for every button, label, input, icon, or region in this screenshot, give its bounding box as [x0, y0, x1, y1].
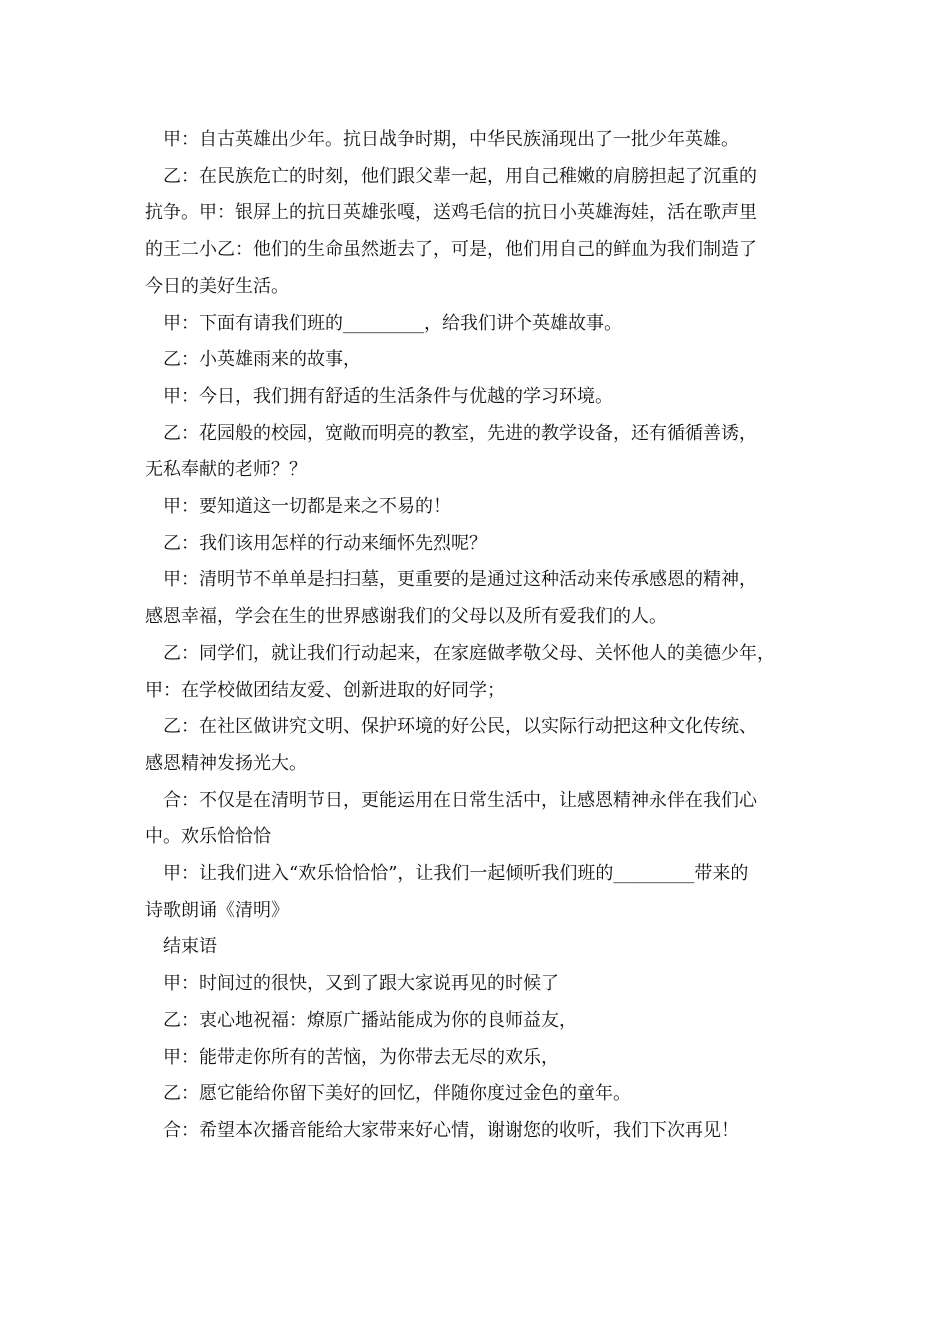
text-line: 甲：自古英雄出少年。抗日战争时期，中华民族涌现出了一批少年英雄。 [163, 129, 739, 150]
text-line: 甲：今日，我们拥有舒适的生活条件与优越的学习环境。 [163, 385, 613, 407]
text-line: 乙：在社区做讲究文明、保护环境的好公民，以实际行动把这种文化传统、 [163, 716, 757, 738]
text-line: 乙：在民族危亡的时刻，他们跟父辈一起，用自己稚嫩的肩膀担起了沉重的 [163, 165, 757, 187]
text-line: 甲：时间过的很快，又到了跟大家说再见的时候了 [163, 973, 559, 995]
text-line: 乙：衷心地祝福：燎原广播站能成为你的良师益友， [163, 1009, 577, 1031]
text-line: 甲：让我们进入“欢乐恰恰恰”，让我们一起倾听我们班的_________带来的 [163, 863, 749, 885]
script-text [145, 122, 811, 1150]
text-line: 甲：清明节不单单是扫扫墓，更重要的是通过这种活动来传承感恩的精神， [163, 569, 757, 591]
text-line: 今日的美好生活。 [145, 275, 289, 297]
text-line: 乙：同学们，就让我们行动起来，在家庭做孝敬父母、关怀他人的美德少年， [163, 642, 775, 664]
text-line: 合：希望本次播音能给大家带来好心情，谢谢您的收听，我们下次再见！ [163, 1119, 739, 1141]
text-line: 乙：花园般的校园，宽敞而明亮的教室，先进的教学设备，还有循循善诱， [163, 422, 757, 444]
text-line: 诗歌朗诵《清明》 [145, 899, 289, 921]
text-line: 乙：我们该用怎样的行动来缅怀先烈呢？ [163, 532, 487, 554]
text-line: 甲：要知道这一切都是来之不易的！ [163, 496, 451, 518]
section-heading: 结束语 [163, 936, 217, 958]
text-line: 感恩精神发扬光大。 [145, 752, 307, 774]
text-line: 乙：愿它能给你留下美好的回忆，伴随你度过金色的童年。 [163, 1083, 631, 1105]
text-line: 甲：在学校做团结友爱、创新进取的好同学； [145, 679, 505, 701]
text-line: 无私奉献的老师？？ [145, 459, 307, 481]
text-line: 乙：小英雄雨来的故事， [163, 349, 361, 371]
text-line: 中。欢乐恰恰恰 [145, 826, 271, 848]
text-line: 感恩幸福，学会在生的世界感谢我们的父母以及所有爱我们的人。 [145, 606, 667, 628]
text-line: 抗争。甲：银屏上的抗日英雄张嘎，送鸡毛信的抗日小英雄海娃，活在歌声里 [145, 202, 757, 224]
text-line: 的王二小乙：他们的生命虽然逝去了，可是，他们用自己的鲜血为我们制造了 [145, 239, 757, 261]
text-line: 甲：下面有请我们班的_________，给我们讲个英雄故事。 [163, 312, 622, 334]
text-line: 合：不仅是在清明节日，更能运用在日常生活中，让感恩精神永伴在我们心 [163, 789, 757, 811]
text-line: 甲：能带走你所有的苦恼，为你带去无尽的欢乐， [163, 1046, 559, 1068]
